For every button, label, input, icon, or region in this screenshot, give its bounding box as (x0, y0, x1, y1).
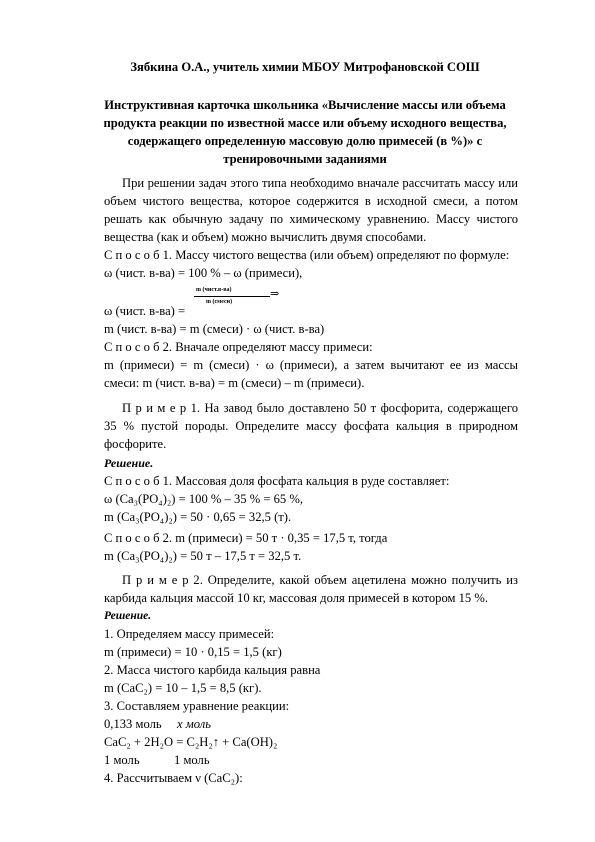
example2-line: П р и м е р 2. Определите, какой объем ацетилена можно получить из (122, 573, 518, 587)
example2-solution-line: 3. Составляем уравнение реакции: (104, 699, 290, 713)
method2-line: смеси: m (чист. в-ва) = m (смеси) – m (примеси). (104, 376, 365, 390)
title-line: содержащего определенную массовую долю примесей (в %)» с (127, 134, 483, 148)
method1-formula: ω (чист. в-ва) = 100 % – ω (примеси), (104, 266, 303, 280)
example1-solution-line: m (Ca₃(PO₄)₂) = 50 · 0,65 = 32,5 (т). (104, 510, 292, 524)
fraction-lhs: ω (чист. в-ва) = (104, 304, 186, 318)
example1-line: П р и м е р 1. На завод было доставлено 50 т фосфорита, содержащего (122, 401, 518, 415)
reaction-moles-above-left: 0,133 моль (104, 717, 162, 731)
example1-solution-line: m (Ca₃(PO₄)₂) = 50 т – 17,5 т = 32,5 т. (104, 549, 302, 563)
method1-heading: С п о с о б 1. Массу чистого вещества (или объем) определяют по формуле: (104, 248, 510, 262)
title-line: тренировочными заданиями (223, 152, 387, 166)
intro-line: вещества (как и объем) можно вычислить двумя способами. (104, 230, 427, 244)
example2-solution-line: 2. Масса чистого карбида кальция равна (104, 663, 321, 677)
fraction-numerator: m (чист.в-ва) (196, 287, 232, 293)
reaction-moles-below-left: 1 моль (104, 753, 140, 767)
reaction-moles-below-right: 1 моль (174, 753, 210, 767)
example1-line: фосфорите. (104, 437, 167, 451)
example1-line: 35 % пустой породы. Определите массу фосфата кальция в природном (104, 419, 518, 433)
reaction-equation: CaC₂ + 2H₂O = C₂H₂↑ + Ca(OH)₂ (104, 735, 278, 749)
example1-solution-line: С п о с о б 2. m (примеси) = 50 т · 0,35 = 17,5 т, тогда (104, 531, 388, 545)
intro-line: При решении задач этого типа необходимо вначале рассчитать массу или (122, 176, 518, 190)
example2-solution-line: m (примеси) = 10 · 0,15 = 1,5 (кг) (104, 645, 282, 659)
example2-solution-line: m (CaC₂) = 10 – 1,5 = 8,5 (кг). (104, 681, 262, 695)
fraction-bar (194, 296, 270, 297)
reaction-moles-above-right: x моль (177, 717, 211, 731)
intro-line: объем чистого вещества, которое содержится в исходной смеси, а потом (104, 194, 518, 208)
example2-solution-line: 1. Определяем массу примесей: (104, 627, 275, 641)
implies-arrow: ⇒ (270, 288, 280, 300)
title-line: продукта реакции по известной массе или объему исходного вещества, (103, 116, 507, 130)
title-line: Инструктивная карточка школьника «Вычисление массы или объема (104, 98, 506, 112)
last-step-line: 4. Рассчитываем ν (CaC₂): (104, 771, 243, 785)
example2-line: карбида кальция массой 10 кг, массовая доля примесей в котором 15 %. (104, 591, 489, 605)
fraction-denominator: m (смеси) (206, 299, 233, 305)
solution-label: Решение. (104, 456, 154, 470)
method1-result: m (чист. в-ва) = m (смеси) · ω (чист. в-ва) (104, 322, 325, 336)
intro-line: решать как обычную задачу по химическому уравнению. Массу чистого (104, 212, 518, 226)
example1-solution-line: С п о с о б 1. Массовая доля фосфата кальция в руде составляет: (104, 474, 450, 488)
method2-line: m (примеси) = m (смеси) · ω (примеси), а затем вычитают ее из массы (104, 358, 518, 372)
example1-solution-line: ω (Ca₃(PO₄)₂) = 100 % – 35 % = 65 %, (104, 492, 304, 506)
method2-heading: С п о с о б 2. Вначале определяют массу примеси: (104, 340, 373, 354)
author-line: Зябкина О.А., учитель химии МБОУ Митрофановской СОШ (130, 60, 480, 74)
solution-label: Решение. (104, 610, 152, 622)
